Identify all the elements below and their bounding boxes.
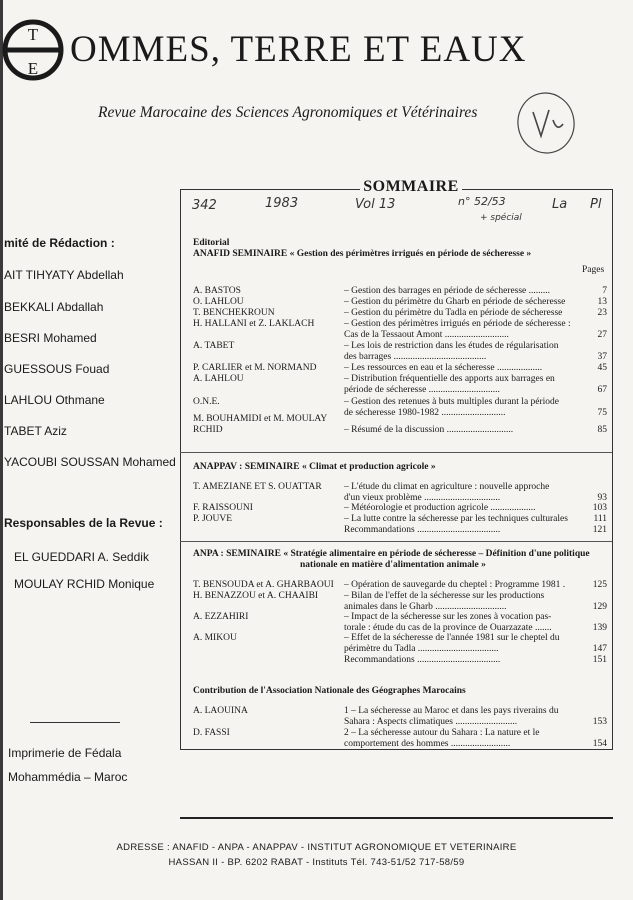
toc-page: 75 bbox=[597, 408, 607, 418]
handwritten-note: 342 bbox=[192, 198, 217, 213]
toc-page: 27 bbox=[597, 330, 607, 340]
toc-line: 2 – La sécheresse autour du Sahara : La nature et le bbox=[344, 728, 540, 738]
handwritten-note: + spécial bbox=[480, 213, 522, 223]
footer-address-line2: HASSAN II - BP. 6202 RABAT - Instituts Tél. 743-51/52 717-58/59 bbox=[168, 857, 465, 868]
toc-author: P. JOUVE bbox=[193, 514, 233, 524]
toc-author: A. LAOUINA bbox=[193, 706, 248, 716]
toc-page: 85 bbox=[597, 425, 607, 435]
toc-line: – La lutte contre la sécheresse par les techniques culturales bbox=[344, 514, 568, 524]
journal-subtitle: Revue Marocaine des Sciences Agronomiques et Vétérinaires bbox=[98, 104, 478, 121]
toc-line: périmètre du Tadla .................................. bbox=[344, 644, 499, 654]
toc-page: 37 bbox=[597, 352, 607, 362]
toc-author: O. LAHLOU bbox=[193, 297, 244, 307]
handwritten-note: Vol 13 bbox=[355, 197, 396, 212]
toc-page: 23 bbox=[597, 308, 607, 318]
toc-line: comportement des hommes ......................... bbox=[344, 739, 511, 749]
toc-line: – Gestion du périmètre du Gharb en période de sécheresse bbox=[344, 297, 566, 307]
toc-author: A. TABET bbox=[193, 341, 235, 351]
toc-page: 121 bbox=[592, 525, 607, 535]
responsables-heading: Responsables de la Revue : bbox=[4, 516, 163, 530]
toc-page: 147 bbox=[592, 644, 607, 654]
toc-page: 13 bbox=[597, 297, 607, 307]
toc-page: 7 bbox=[602, 286, 607, 296]
toc-line: – Gestion du périmètre du Tadla en période de sécheresse bbox=[344, 308, 563, 318]
toc-author: A. MIKOU bbox=[193, 633, 237, 643]
handwritten-note: Pl bbox=[590, 197, 602, 212]
toc-line: – Les lois de restriction dans les études de régularisation bbox=[344, 341, 559, 351]
section-heading: ANAFID SEMINAIRE « Gestion des périmètres irrigués en période de sécheresse » bbox=[193, 249, 532, 259]
logo-letter-e: E bbox=[27, 59, 39, 78]
toc-page: 151 bbox=[592, 655, 607, 665]
toc-line: – Gestion des périmètres irrigués en période de sécheresse : bbox=[344, 319, 571, 329]
scan-edge bbox=[0, 0, 3, 900]
handwritten-note: n° 52/53 bbox=[458, 195, 506, 208]
handwritten-stamp-mark bbox=[513, 90, 579, 156]
toc-page: 103 bbox=[592, 503, 607, 513]
journal-title: OMMES, TERRE ET EAUX bbox=[70, 29, 527, 70]
toc-line: Sahara : Aspects climatiques .......................... bbox=[344, 717, 518, 727]
toc-author: M. BOUHAMIDI et M. MOULAY bbox=[193, 414, 328, 424]
toc-line: – Impact de la sécheresse sur les zones à vocation pas- bbox=[344, 612, 552, 622]
toc-author: D. FASSI bbox=[193, 728, 230, 738]
toc-author: T. AMEZIANE ET S. OUATTAR bbox=[193, 482, 322, 492]
sidebar-divider bbox=[30, 722, 120, 723]
toc-page: 129 bbox=[592, 602, 607, 612]
toc-line: Cas de la Tessaout Amont ........................... bbox=[344, 330, 509, 340]
committee-member: AIT TIHYATY Abdellah bbox=[4, 268, 124, 282]
committee-member: GUESSOUS Fouad bbox=[4, 362, 110, 376]
toc-page: 93 bbox=[597, 493, 607, 503]
toc-page: 45 bbox=[597, 363, 607, 373]
toc-page: 67 bbox=[597, 385, 607, 395]
toc-line: – Bilan de l'effet de la sécheresse sur les productions bbox=[344, 591, 545, 601]
toc-author: A. LAHLOU bbox=[193, 374, 244, 384]
toc-author: A. EZZAHIRI bbox=[193, 612, 249, 622]
toc-line: – Gestion des retenues à buts multiples durant la période bbox=[344, 397, 560, 407]
toc-line: – Résumé de la discussion ............................ bbox=[344, 425, 514, 435]
toc-line: – Les ressources en eau et la sécheresse ................... bbox=[344, 363, 543, 373]
toc-page: 153 bbox=[592, 717, 607, 727]
responsable-member: MOULAY RCHID Monique bbox=[14, 577, 155, 591]
footer-address-line1: ADRESSE : ANAFID - ANPA - ANAPPAV - INSTITUT AGRONOMIQUE ET VETERINAIRE bbox=[116, 842, 517, 853]
toc-author: H. HALLANI et Z. LAKLACH bbox=[193, 319, 315, 329]
section-heading: ANPA : SEMINAIRE « Stratégie alimentaire en période de sécheresse – Définition d'une politique bbox=[193, 549, 590, 559]
footer-rule bbox=[180, 817, 613, 819]
toc-line: de sécheresse 1980-1982 ........................... bbox=[344, 408, 506, 418]
toc-line: – Gestion des barrages en période de sécheresse ......... bbox=[344, 286, 551, 296]
toc-line: torale : étude du cas de la province de Ouarzazate ....... bbox=[344, 623, 552, 633]
toc-author: H. BENAZZOU et A. CHAAIBI bbox=[193, 591, 319, 601]
printer-city: Mohammédia – Maroc bbox=[8, 770, 128, 784]
toc-page: 154 bbox=[592, 739, 607, 749]
toc-line: – Météorologie et production agricole ................... bbox=[344, 503, 536, 513]
toc-line: animales dans le Gharb .............................. bbox=[344, 602, 507, 612]
toc-author: T. BENSOUDA et A. GHARBAOUI bbox=[193, 580, 334, 590]
toc-page: 125 bbox=[592, 580, 607, 590]
committee-member: BEKKALI Abdallah bbox=[4, 300, 104, 314]
pages-label: Pages bbox=[582, 265, 605, 275]
toc-line: des barrages ....................................... bbox=[344, 352, 487, 362]
toc-line: d'un vieux problème ................................ bbox=[344, 493, 501, 503]
logo-letter-t: T bbox=[27, 25, 39, 44]
responsable-member: EL GUEDDARI A. Seddik bbox=[14, 550, 149, 564]
sommaire-title: SOMMAIRE bbox=[363, 178, 459, 195]
committee-heading: mité de Rédaction : bbox=[4, 236, 115, 250]
toc-author: T. BENCHEKROUN bbox=[193, 308, 275, 318]
toc-line: – Opération de sauvegarde du cheptel : Programme 1981 . bbox=[344, 580, 566, 590]
section-heading: Contribution de l'Association Nationale des Géographes Marocains bbox=[193, 686, 466, 696]
section-heading: ANAPPAV : SEMINAIRE « Climat et production agricole » bbox=[193, 462, 436, 472]
section-divider bbox=[180, 452, 612, 453]
logo-emblem bbox=[2, 10, 64, 90]
toc-line: – L'étude du climat en agriculture : nouvelle approche bbox=[344, 482, 550, 492]
journal-logo bbox=[2, 10, 64, 90]
box-top-rule bbox=[462, 189, 612, 190]
committee-member: TABET Aziz bbox=[4, 424, 67, 438]
toc-line: Recommandations ................................... bbox=[344, 525, 501, 535]
handwritten-note: 1983 bbox=[265, 196, 299, 211]
toc-line: période de sécheresse .............................. bbox=[344, 385, 500, 395]
committee-member: LAHLOU Othmane bbox=[4, 393, 105, 407]
handwritten-note: La bbox=[552, 197, 568, 212]
toc-author: RCHID bbox=[193, 425, 223, 435]
toc-line: – Distribution fréquentielle des apports aux barrages en bbox=[344, 374, 555, 384]
toc-page: 139 bbox=[592, 623, 607, 633]
toc-page: 111 bbox=[593, 514, 607, 524]
section-divider bbox=[180, 541, 612, 542]
toc-author: F. RAISSOUNI bbox=[193, 503, 253, 513]
toc-line: 1 – La sécheresse au Maroc et dans les pays riverains du bbox=[344, 706, 559, 716]
committee-member: BESRI Mohamed bbox=[4, 331, 97, 345]
toc-line: Recommandations ................................... bbox=[344, 655, 501, 665]
section-heading-cont: nationale en matière d'alimentation animale » bbox=[300, 560, 486, 570]
toc-author: O.N.E. bbox=[193, 397, 220, 407]
toc-author: P. CARLIER et M. NORMAND bbox=[193, 363, 317, 373]
editorial-label: Editorial bbox=[193, 238, 230, 248]
toc-line: – Effet de la sécheresse de l'année 1981 sur le cheptel du bbox=[344, 633, 560, 643]
toc-author: A. BASTOS bbox=[193, 286, 241, 296]
printer-name: Imprimerie de Fédala bbox=[8, 746, 122, 760]
committee-member: YACOUBI SOUSSAN Mohamed bbox=[4, 455, 176, 469]
box-top-rule bbox=[180, 189, 360, 190]
